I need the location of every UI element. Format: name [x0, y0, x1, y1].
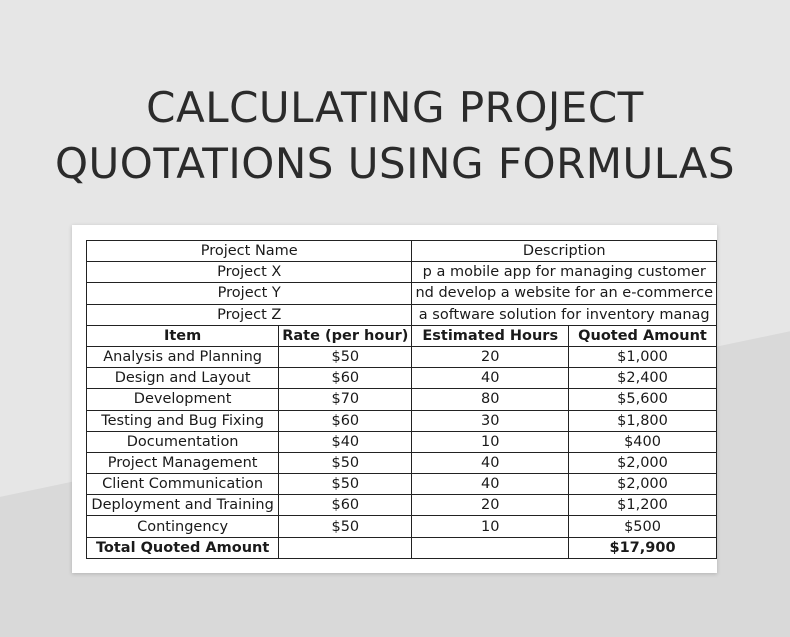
- project-row: [87, 283, 717, 304]
- amount-cell[interactable]: $2,000: [569, 452, 717, 473]
- description-header[interactable]: Description: [412, 241, 717, 262]
- amount-cell[interactable]: $1,800: [569, 410, 717, 431]
- item-cell[interactable]: Design and Layout: [87, 368, 279, 389]
- hours-cell[interactable]: 20: [412, 495, 569, 516]
- item-cell[interactable]: Client Communication: [87, 474, 279, 495]
- quote-row: [87, 368, 717, 389]
- hours-cell[interactable]: 20: [412, 346, 569, 367]
- item-cell[interactable]: Project Management: [87, 452, 279, 473]
- rate-cell[interactable]: $50: [279, 516, 412, 537]
- item-cell[interactable]: Contingency: [87, 516, 279, 537]
- title-line-1: CALCULATING PROJECT: [146, 83, 644, 132]
- hours-header[interactable]: Estimated Hours: [412, 325, 569, 346]
- total-rate-cell[interactable]: [279, 537, 412, 558]
- rate-cell[interactable]: $50: [279, 346, 412, 367]
- hours-cell[interactable]: 40: [412, 368, 569, 389]
- total-amount-cell[interactable]: $17,900: [569, 537, 717, 558]
- amount-header[interactable]: Quoted Amount: [569, 325, 717, 346]
- amount-cell[interactable]: $1,200: [569, 495, 717, 516]
- quote-row: [87, 389, 717, 410]
- hours-cell[interactable]: 40: [412, 452, 569, 473]
- spreadsheet-card: [72, 225, 717, 573]
- quote-row: [87, 346, 717, 367]
- project-row: [87, 304, 717, 325]
- amount-cell[interactable]: $5,600: [569, 389, 717, 410]
- project-header-row: [87, 241, 717, 262]
- project-row: [87, 262, 717, 283]
- project-desc-cell[interactable]: a software solution for inventory manag: [412, 304, 717, 325]
- quote-row: [87, 410, 717, 431]
- hours-cell[interactable]: 80: [412, 389, 569, 410]
- rate-cell[interactable]: $50: [279, 474, 412, 495]
- quote-row: [87, 516, 717, 537]
- quote-row: [87, 495, 717, 516]
- project-name-cell[interactable]: Project X: [87, 262, 412, 283]
- amount-cell[interactable]: $1,000: [569, 346, 717, 367]
- quote-row: [87, 431, 717, 452]
- item-cell[interactable]: Analysis and Planning: [87, 346, 279, 367]
- hours-cell[interactable]: 40: [412, 474, 569, 495]
- rate-cell[interactable]: $50: [279, 452, 412, 473]
- item-cell[interactable]: Development: [87, 389, 279, 410]
- rate-cell[interactable]: $40: [279, 431, 412, 452]
- item-cell[interactable]: Deployment and Training: [87, 495, 279, 516]
- project-desc-cell[interactable]: nd develop a website for an e-commerce: [412, 283, 717, 304]
- project-name-cell[interactable]: Project Z: [87, 304, 412, 325]
- project-desc-cell[interactable]: p a mobile app for managing customer: [412, 262, 717, 283]
- total-hours-cell[interactable]: [412, 537, 569, 558]
- amount-cell[interactable]: $2,000: [569, 474, 717, 495]
- item-cell[interactable]: Testing and Bug Fixing: [87, 410, 279, 431]
- hours-cell[interactable]: 30: [412, 410, 569, 431]
- rate-header[interactable]: Rate (per hour): [279, 325, 412, 346]
- quote-header-row: [87, 325, 717, 346]
- rate-cell[interactable]: $60: [279, 368, 412, 389]
- quotation-table: [86, 240, 717, 559]
- rate-cell[interactable]: $70: [279, 389, 412, 410]
- amount-cell[interactable]: $500: [569, 516, 717, 537]
- total-label-cell[interactable]: Total Quoted Amount: [87, 537, 279, 558]
- rate-cell[interactable]: $60: [279, 410, 412, 431]
- amount-cell[interactable]: $2,400: [569, 368, 717, 389]
- total-row: [87, 537, 717, 558]
- title-line-2: QUOTATIONS USING FORMULAS: [55, 139, 735, 188]
- item-header[interactable]: Item: [87, 325, 279, 346]
- page-title: [0, 80, 790, 192]
- rate-cell[interactable]: $60: [279, 495, 412, 516]
- project-name-cell[interactable]: Project Y: [87, 283, 412, 304]
- project-name-header[interactable]: Project Name: [87, 241, 412, 262]
- item-cell[interactable]: Documentation: [87, 431, 279, 452]
- hours-cell[interactable]: 10: [412, 516, 569, 537]
- amount-cell[interactable]: $400: [569, 431, 717, 452]
- hours-cell[interactable]: 10: [412, 431, 569, 452]
- quote-row: [87, 452, 717, 473]
- quote-row: [87, 474, 717, 495]
